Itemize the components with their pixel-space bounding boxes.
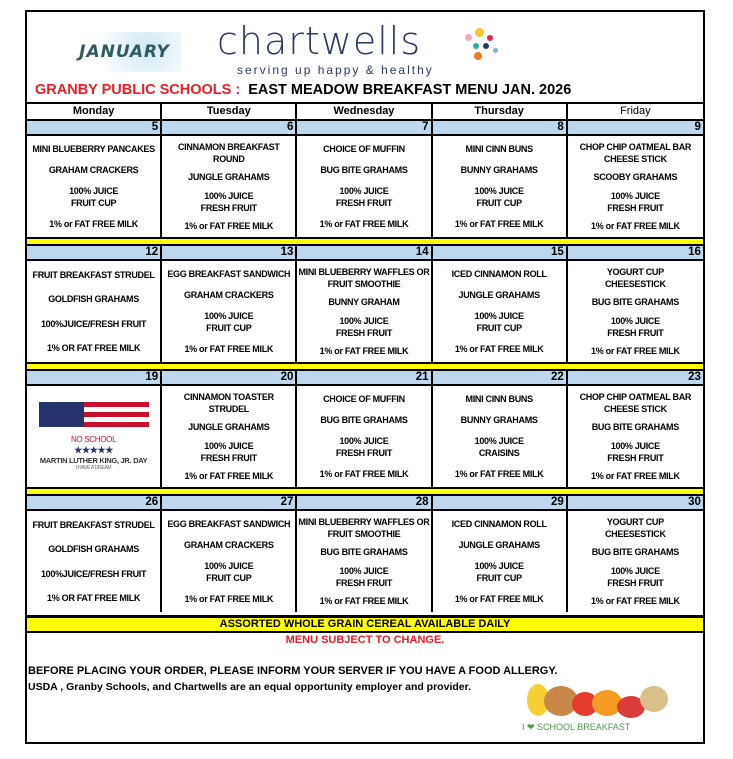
menu-cell — [162, 136, 297, 237]
menu-item-group — [328, 296, 399, 308]
menu-item: ICED CINNAMON ROLL — [451, 518, 547, 529]
menu-item-group — [455, 593, 544, 605]
menu-item: FRUIT SMOOTHIE — [327, 279, 401, 290]
menu-item-group — [592, 546, 679, 558]
menu-item: 1% or FAT FREE MILK — [184, 344, 274, 355]
menu-item-group — [49, 164, 139, 176]
menu-item: CINNAMON BREAKFAST ROUND — [177, 142, 280, 165]
menu-item-group — [204, 560, 253, 584]
menu-item: 100% JUICE — [69, 186, 119, 197]
menu-item-group — [320, 468, 409, 480]
menu-cell — [568, 136, 703, 237]
menu-item: ICED CINNAMON ROLL — [451, 268, 547, 279]
menu-item: 1% or FAT FREE MILK — [591, 595, 680, 606]
menu-item: 100% JUICE — [474, 436, 524, 447]
menu-item: 1% or FAT FREE MILK — [319, 219, 409, 230]
menu-item-group — [461, 414, 538, 426]
date-cell: 26 — [27, 496, 162, 509]
menu-item-group — [41, 318, 146, 330]
menu-row — [27, 136, 703, 237]
logo-dots-icon — [465, 28, 505, 62]
menu-item: BUG BITE GRAHAMS — [591, 422, 679, 433]
date-cell: 12 — [27, 246, 162, 259]
menu-item: FRUIT CUP — [206, 323, 252, 334]
menu-item: FRESH FRUIT — [607, 577, 664, 588]
menu-item: 1% or FAT FREE MILK — [319, 345, 409, 356]
menu-item-group — [49, 218, 138, 230]
menu-item: 1% or FAT FREE MILK — [454, 594, 544, 605]
menu-item: 1% or FAT FREE MILK — [454, 344, 544, 355]
menu-cell — [27, 511, 162, 612]
date-cell: 30 — [688, 496, 701, 508]
menu-item-group — [580, 141, 692, 165]
date-cell: 14 — [297, 246, 432, 259]
menu-item: MINI BLUEBERRY PANCAKES — [32, 143, 155, 154]
date-cell: 19 — [27, 371, 162, 384]
menu-item: 100% JUICE — [339, 186, 389, 197]
menu-item-group — [323, 393, 405, 405]
school-breakfast-graphic — [522, 684, 682, 734]
menu-item: 1% or FAT FREE MILK — [184, 220, 274, 231]
menu-item-group — [336, 315, 392, 339]
menu-item: 100% JUICE — [204, 311, 254, 322]
no-school-label: NO SCHOOL — [70, 434, 117, 444]
menu-item-group — [163, 391, 294, 415]
menu-item-group — [459, 289, 540, 301]
menu-item: BUNNY GRAHAMS — [460, 414, 538, 425]
menu-item-group — [475, 560, 524, 584]
menu-item-group — [336, 185, 392, 209]
menu-item-group — [320, 345, 409, 357]
menu-item-group — [298, 516, 429, 540]
menu-item: FRESH FRUIT — [200, 202, 257, 213]
menu-row — [27, 386, 703, 487]
menu-item-group — [452, 268, 547, 280]
menu-item-group — [320, 164, 407, 176]
menu-item: MINI CINN BUNS — [465, 143, 533, 154]
menu-item: JUNGLE GRAHAMS — [188, 422, 270, 433]
date-cell: 6 — [162, 121, 297, 134]
menu-item: 1% or FAT FREE MILK — [454, 219, 544, 230]
menu-item-group — [475, 185, 524, 209]
menu-item: FRESH FRUIT — [607, 327, 664, 338]
menu-item-group — [605, 516, 666, 540]
menu-item-group — [184, 593, 273, 605]
menu-item: 100% JUICE — [610, 190, 660, 201]
menu-item-group — [33, 269, 155, 281]
menu-item: CINNAMON TOASTER STRUDEL — [183, 392, 274, 415]
menu-change-notice: MENU SUBJECT TO CHANGE. — [285, 634, 445, 646]
menu-item: 1% or FAT FREE MILK — [184, 594, 274, 605]
menu-item: BUG BITE GRAHAMS — [320, 547, 408, 558]
menu-item-group — [461, 164, 538, 176]
menu-item: FRESH FRUIT — [607, 202, 664, 213]
menu-item: 1% OR FAT FREE MILK — [47, 342, 141, 353]
menu-item: FRESH FRUIT — [607, 452, 664, 463]
menu-item: 1% or FAT FREE MILK — [319, 469, 409, 480]
menu-cell — [297, 136, 432, 237]
menu-item-group — [466, 393, 533, 405]
menu-item: 100% JUICE — [610, 565, 660, 576]
menu-item-group — [32, 143, 154, 155]
menu-item-group — [605, 266, 666, 290]
date-cell: 29 — [433, 496, 568, 509]
date-cell: 28 — [297, 496, 432, 509]
menu-item-group — [188, 171, 269, 183]
menu-item: MINI BLUEBERRY WAFFLES OR — [298, 517, 430, 528]
date-cell: 13 — [162, 246, 297, 259]
week-separator — [27, 362, 703, 371]
menu-cell — [568, 261, 703, 362]
menu-item: 100% JUICE — [204, 440, 254, 451]
date-cell: 9 — [694, 121, 701, 133]
menu-item-group — [591, 595, 680, 607]
menu-item: YOGURT CUP — [606, 267, 664, 278]
menu-item: FRESH FRUIT — [200, 452, 257, 463]
menu-item-group — [455, 218, 544, 230]
menu-item-group — [455, 468, 544, 480]
menu-item-group — [323, 143, 405, 155]
date-cell: 22 — [433, 371, 568, 384]
day-header-thursday: Thursday — [433, 104, 568, 119]
menu-cell — [297, 386, 432, 487]
menu-item-group — [592, 296, 679, 308]
menu-cell — [297, 511, 432, 612]
menu-item: FRUIT SMOOTHIE — [327, 529, 401, 540]
menu-cell — [568, 386, 703, 487]
menu-item: BUG BITE GRAHAMS — [320, 414, 408, 425]
no-school-graphic — [39, 402, 149, 472]
menu-item: BUNNY GRAHAM — [328, 297, 400, 308]
menu-item-group — [298, 266, 429, 290]
date-cell: 15 — [433, 246, 568, 259]
menu-item-group — [184, 289, 274, 301]
date-cell: 8 — [433, 121, 568, 134]
menu-item-group — [591, 345, 680, 357]
date-row — [27, 246, 703, 261]
menu-cell — [162, 386, 297, 487]
menu-item: 1% or FAT FREE MILK — [454, 469, 544, 480]
menu-item-group — [466, 143, 533, 155]
menu-item: CRAISINS — [478, 448, 520, 459]
menu-item: FRUIT BREAKFAST STRUDEL — [32, 270, 155, 281]
breakfast-graphic-label: I ❤ SCHOOL BREAKFAST — [522, 722, 631, 732]
menu-item: FRESH FRUIT — [335, 577, 393, 588]
menu-item-group — [475, 435, 524, 459]
menu-item: GOLDFISH GRAHAMS — [48, 294, 139, 305]
menu-cell — [27, 386, 162, 487]
menu-item: GOLDFISH GRAHAMS — [48, 544, 139, 555]
district-name: GRANBY PUBLIC SCHOOLS : — [35, 82, 241, 98]
menu-item-group — [607, 440, 663, 464]
menu-item-group — [201, 440, 257, 464]
menu-item-group — [320, 546, 407, 558]
menu-title: EAST MEADOW BREAKFAST MENU JAN. 2026 — [248, 82, 572, 98]
menu-item: 1% OR FAT FREE MILK — [47, 592, 141, 603]
menu-item: 100%JUICE/FRESH FRUIT — [40, 318, 147, 329]
day-header-friday: Friday — [620, 105, 651, 117]
menu-item: JUNGLE GRAHAMS — [458, 289, 540, 300]
menu-item: FRUIT BREAKFAST STRUDEL — [32, 520, 155, 531]
menu-item-group — [591, 220, 680, 232]
menu-item-group — [48, 293, 139, 305]
week-separator — [27, 487, 703, 496]
menu-item-group — [607, 315, 663, 339]
menu-item-group — [320, 218, 409, 230]
menu-item-group — [47, 592, 140, 604]
holiday-name: MARTIN LUTHER KING, JR. DAY — [39, 455, 148, 465]
menu-item: GRAHAM CRACKERS — [184, 539, 274, 550]
menu-item-group — [47, 342, 140, 354]
date-cell: 21 — [297, 371, 432, 384]
menu-item: FRUIT CUP — [70, 198, 117, 209]
menu-cell — [433, 386, 568, 487]
menu-item-group — [184, 470, 273, 482]
menu-item: CHEESESTICK — [604, 529, 666, 540]
chartwells-logo: chartwells — [217, 19, 422, 63]
menu-item: 100% JUICE — [204, 190, 254, 201]
menu-item: 100% JUICE — [339, 565, 389, 576]
menu-item-group — [452, 518, 547, 530]
menu-item: CHOICE OF MUFFIN — [323, 393, 405, 404]
menu-item: CHOP CHIP OATMEAL BAR — [579, 142, 692, 153]
menu-item: 100% JUICE — [339, 436, 389, 447]
menu-row — [27, 261, 703, 362]
menu-item: FRUIT CUP — [206, 573, 252, 584]
menu-item: BUNNY GRAHAMS — [460, 164, 538, 175]
day-header-tuesday: Tuesday — [162, 104, 297, 119]
menu-item: 1% or FAT FREE MILK — [49, 219, 138, 230]
menu-item: CHEESE STICK — [603, 154, 667, 165]
menu-item-group — [475, 310, 524, 334]
menu-item: GRAHAM CRACKERS — [48, 164, 139, 175]
date-cell: 27 — [162, 496, 297, 509]
menu-item: JUNGLE GRAHAMS — [458, 539, 540, 550]
menu-item: MINI CINN BUNS — [465, 393, 533, 404]
tagline: serving up happy & healthy — [237, 63, 434, 77]
week-separator — [27, 237, 703, 246]
menu-item-group — [455, 343, 544, 355]
date-cell: 5 — [27, 121, 162, 134]
menu-item-group — [336, 435, 392, 459]
menu-item: 1% or FAT FREE MILK — [591, 345, 680, 356]
menu-page — [25, 10, 705, 744]
menu-item: BUG BITE GRAHAMS — [591, 547, 679, 558]
menu-item-group — [594, 171, 678, 183]
menu-item: 1% or FAT FREE MILK — [184, 470, 274, 481]
menu-item: YOGURT CUP — [606, 517, 664, 528]
page-title — [35, 82, 571, 99]
menu-item-group — [41, 568, 146, 580]
menu-item: 100% JUICE — [610, 315, 660, 326]
menu-item-group — [33, 519, 155, 531]
menu-item-group — [188, 421, 269, 433]
date-cell: 16 — [688, 246, 701, 258]
menu-item-group — [201, 190, 257, 214]
menu-calendar — [27, 102, 703, 612]
menu-item: FRESH FRUIT — [335, 448, 393, 459]
menu-item: BUG BITE GRAHAMS — [320, 164, 408, 175]
date-cell: 23 — [688, 371, 701, 383]
menu-item-group — [184, 220, 273, 232]
date-row — [27, 371, 703, 386]
menu-cell — [162, 261, 297, 362]
date-cell: 7 — [297, 121, 432, 134]
menu-item: GRAHAM CRACKERS — [184, 289, 274, 300]
menu-item: CHEESESTICK — [604, 279, 666, 290]
menu-item: EGG BREAKFAST SANDWICH — [167, 268, 291, 279]
menu-item: FRUIT CUP — [476, 198, 522, 209]
menu-item-group — [167, 518, 290, 530]
menu-item-group — [204, 310, 253, 334]
menu-item: 1% or FAT FREE MILK — [319, 595, 409, 606]
menu-item: FRESH FRUIT — [335, 327, 393, 338]
menu-item: 100%JUICE/FRESH FRUIT — [40, 568, 147, 579]
stars-icon: ★★★★★ — [74, 444, 114, 455]
menu-row — [27, 511, 703, 612]
menu-item: FRESH FRUIT — [335, 198, 393, 209]
menu-item: 100% JUICE — [474, 186, 524, 197]
menu-item: 1% or FAT FREE MILK — [591, 220, 680, 231]
menu-cell — [27, 136, 162, 237]
menu-item: EGG BREAKFAST SANDWICH — [167, 518, 291, 529]
menu-item-group — [184, 539, 274, 551]
menu-item: FRUIT CUP — [476, 323, 522, 334]
menu-item-group — [167, 268, 290, 280]
day-header-monday: Monday — [27, 104, 162, 119]
menu-item: MINI BLUEBERRY WAFFLES OR — [298, 267, 430, 278]
menu-item: CHEESE STICK — [603, 404, 667, 415]
menu-item: 100% JUICE — [610, 440, 660, 451]
menu-item: 100% JUICE — [204, 561, 254, 572]
menu-item: 100% JUICE — [339, 315, 389, 326]
menu-item-group — [591, 470, 680, 482]
holiday-motto: I HAVE A DREAM — [75, 464, 112, 471]
menu-item-group — [580, 391, 692, 415]
menu-item: BUG BITE GRAHAMS — [591, 297, 679, 308]
cereal-banner: ASSORTED WHOLE GRAIN CEREAL AVAILABLE DAILY — [27, 615, 703, 633]
menu-item: FRUIT CUP — [476, 573, 522, 584]
menu-item: CHOICE OF MUFFIN — [323, 143, 405, 154]
menu-item: SCOOBY GRAHAMS — [593, 172, 678, 183]
menu-cell — [433, 136, 568, 237]
menu-item: 100% JUICE — [474, 311, 524, 322]
day-header-row — [27, 102, 703, 121]
menu-cell — [433, 261, 568, 362]
date-row — [27, 121, 703, 136]
menu-cell — [162, 511, 297, 612]
american-flag-icon — [39, 402, 149, 432]
menu-item-group — [320, 414, 407, 426]
date-cell: 20 — [162, 371, 297, 384]
day-header-wednesday: Wednesday — [297, 104, 432, 119]
menu-item-group — [459, 539, 540, 551]
menu-item: 100% JUICE — [474, 561, 524, 572]
date-row — [27, 496, 703, 511]
menu-cell — [568, 511, 703, 612]
menu-item-group — [607, 190, 663, 214]
menu-item-group — [69, 185, 118, 209]
allergy-notice: BEFORE PLACING YOUR ORDER, PLEASE INFORM YOUR SERVER IF YOU HAVE A FOOD ALLERGY. — [28, 665, 558, 677]
menu-item: CHOP CHIP OATMEAL BAR — [579, 392, 692, 403]
menu-item: 1% or FAT FREE MILK — [591, 470, 680, 481]
usda-statement: USDA , Granby Schools, and Chartwells are an equal opportunity employer and provider. — [28, 681, 472, 693]
menu-cell — [433, 511, 568, 612]
menu-item-group — [184, 343, 273, 355]
menu-item-group — [607, 565, 663, 589]
menu-item-group — [163, 141, 294, 165]
menu-item-group — [320, 595, 409, 607]
menu-item-group — [592, 421, 679, 433]
menu-cell — [27, 261, 162, 362]
menu-item-group — [48, 543, 139, 555]
menu-item: JUNGLE GRAHAMS — [188, 172, 270, 183]
january-graphic: JANUARY — [67, 32, 182, 72]
menu-item-group — [336, 565, 392, 589]
menu-cell — [297, 261, 432, 362]
